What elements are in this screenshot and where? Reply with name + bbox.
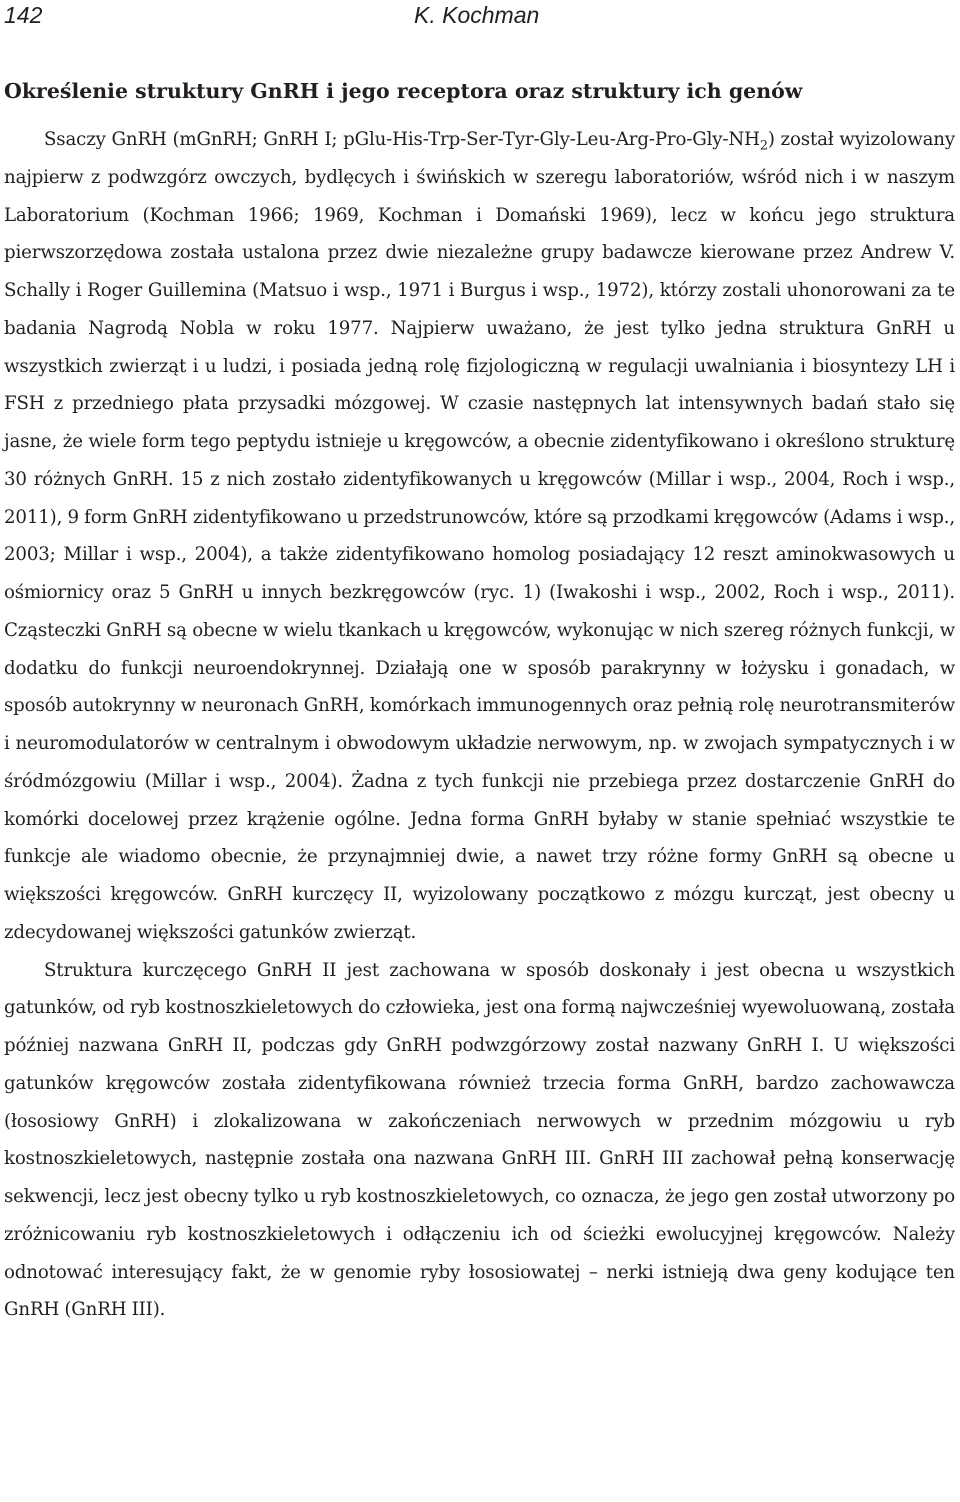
- page-header: [4, 0, 956, 30]
- paragraph: Struktura kurczęcego GnRH II jest zachowana w sposób doskonały i jest obecna u wszystkich gatunków, od ryb kostnoszkieletowych do człowieka, jest ona formą najwcześniej wyewoluowaną, została później nazwana GnRH II, podczas gdy GnRH podwzgórzowy został nazwany GnRH I. U większości gatunków kręgowców została zidentyfikowana również trzecia forma GnRH, bardzo zachowawcza (łososiowy GnRH) i zlokalizowana w zakończeniach nerwowych w przednim mózgowiu u ryb kostnoszkieletowych, następnie została ona nazwana GnRH III. GnRH III zachował pełną konserwację sekwencji, lecz jest obecny tylko u ryb kostnoszkieletowych, co oznacza, że jego gen został utworzony po zróżnicowaniu ryb kostnoszkieletowych i odłączeniu ich od ścieżki ewolucyjnej kręgowców. Należy odnotować interesujący fakt, że w genomie ryby łososiowatej – nerki istnieją dwa geny kodujące ten GnRH (GnRH III).: [4, 959, 955, 1321]
- running-head: K. Kochman: [414, 2, 540, 28]
- paragraph: Ssaczy GnRH (mGnRH; GnRH I; pGlu-$His-Trp-Ser-Tyr-Gly-Leu-Arg-Pro-Gly-NH_2$) został wyizolowany najpierw z podwzgórz owczych, bydlęcych i świńskich w szeregu laboratoriów, wśród nich i w naszym Laboratorium (Kochman 1966; 1969, Kochman i Domański 1969), lecz w końcu jego struktura pierwszorzędowa została ustalona przez dwie niezależne grupy badawcze kierowane przez Andrew V. Schally i Roger Guillemina (Matsuo i wsp., 1971 i Burgus i wsp., 1972), którzy zostali uhonorowani za te badania Nagrodą Nobla w roku 1977. Najpierw uważano, że jest tylko jedna struktura GnRH u wszystkich zwierząt i u ludzi, i posiada jedną rolę fizjologiczną w regulacji uwalniania i biosyntezy LH i FSH z przedniego płata przysadki mózgowej. W czasie następnych lat intensywnych badań stało się jasne, że wiele form tego peptydu istnieje u kręgowców, a obecnie zidentyfikowano i określono strukturę 30 różnych GnRH. 15 z nich zostało zidentyfikowanych u kręgowców (Millar i wsp., 2004, Roch i wsp., 2011), 9 form GnRH zidentyfikowano u przedstrunowców, które są przodkami kręgowców (Adams i wsp., 2003; Millar i wsp., 2004), a także zidentyfikowano homolog posiadający 12 reszt aminokwasowych u ośmiornicy oraz 5 GnRH u innych bezkręgowców (ryc. 1) (Iwakoshi i wsp., 2002, Roch i wsp., 2011). Cząsteczki GnRH są obecne w wielu tkankach u kręgowców, wykonując w nich szereg różnych funkcji, w dodatku do funkcji neuroendokrynnej. Działają one w sposób parakrynny w łożysku i gonadach, w sposób autokrynny w neuronach GnRH, komórkach immunogennych oraz pełnią rolę neurotransmiterów i neuromodulatorów w centralnym i obwodowym układzie nerwowym, np. w zwojach sympatycznych i w śródmózgowiu (Millar i wsp., 2004). Żadna z tych funkcji nie przebiega przez dostarczenie GnRH do komórki docelowej przez krążenie ogólne. Jedna forma GnRH byłaby w stanie spełniać wszystkie te funkcje ale wiadomo obecnie, że przynajmniej dwie, a nawet trzy różne formy GnRH są obecne u większości kręgowców. GnRH kurczęcy II, wyizolowany początkowo z mózgu kurcząt, jest obecny u zdecydowanej większości gatunków zwierząt.: [4, 129, 955, 943]
- page-number: 142: [4, 2, 43, 28]
- section-title: Określenie struktury GnRH i jego receptora oraz struktury ich genów: [4, 79, 803, 103]
- subscript: 2: [759, 138, 768, 154]
- body-text: [4, 121, 955, 1329]
